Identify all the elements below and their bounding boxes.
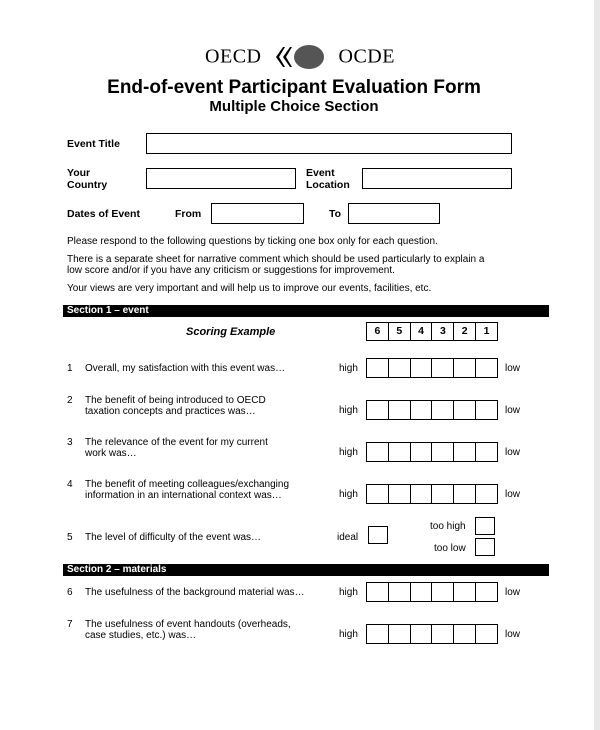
low-label: low [505, 629, 521, 640]
your-country-label-line2: Country [67, 179, 108, 191]
too-high-checkbox[interactable] [475, 517, 495, 535]
question-7-text [85, 619, 330, 641]
instruction-1: Please respond to the following questions by ticking one box only for each question. [67, 236, 438, 247]
rating-checkbox[interactable] [389, 582, 411, 602]
event-location-label-line1: Event [306, 167, 335, 179]
rating-checkbox[interactable] [411, 624, 433, 644]
country-input[interactable] [146, 168, 296, 189]
rating-checkbox[interactable] [432, 400, 454, 420]
question-text-line: The relevance of the event for my current [85, 437, 268, 448]
your-country-label [67, 167, 107, 191]
question-1-rating-boxes [366, 358, 498, 378]
to-date-input[interactable] [348, 203, 440, 224]
rating-checkbox[interactable] [366, 624, 389, 644]
question-number: 1 [67, 363, 73, 374]
rating-checkbox[interactable] [476, 582, 498, 602]
rating-checkbox[interactable] [411, 582, 433, 602]
rating-checkbox[interactable] [476, 400, 498, 420]
instruction-4: Your views are very important and will help us to improve our events, facilities, etc. [67, 283, 432, 294]
scoring-example-value: 3 [432, 322, 454, 341]
too-low-label: too low [434, 543, 466, 554]
question-text-line: Overall, my satisfaction with this event was… [85, 363, 286, 374]
question-number: 7 [67, 619, 73, 630]
logo-text-left: OECD [205, 45, 262, 68]
rating-checkbox[interactable] [454, 624, 476, 644]
oecd-logo-icon [273, 44, 327, 70]
event-title-label: Event Title [67, 138, 120, 150]
scoring-example-value: 5 [389, 322, 411, 341]
instruction-2: There is a separate sheet for narrative comment which should be used particularly to explain a [67, 254, 485, 265]
rating-checkbox[interactable] [432, 624, 454, 644]
event-location-label-line2: Location [306, 179, 350, 191]
instruction-3: low score and/or if you have any criticism or suggestions for improvement. [67, 265, 395, 276]
event-title-input[interactable] [146, 133, 512, 154]
too-high-label: too high [430, 521, 466, 532]
high-label: high [339, 489, 358, 500]
question-1-text [85, 363, 330, 374]
question-text-line: The benefit of being introduced to OECD [85, 395, 266, 406]
question-2-text [85, 395, 330, 417]
from-label: From [175, 208, 202, 220]
rating-checkbox[interactable] [389, 358, 411, 378]
high-label: high [339, 587, 358, 598]
rating-checkbox[interactable] [454, 442, 476, 462]
rating-checkbox[interactable] [454, 358, 476, 378]
scoring-example-scale [366, 322, 498, 341]
question-text-line: The usefulness of event handouts (overheads, [85, 619, 291, 630]
question-6-rating-boxes [366, 582, 498, 602]
question-2-rating-boxes [366, 400, 498, 420]
rating-checkbox[interactable] [432, 358, 454, 378]
rating-checkbox[interactable] [454, 400, 476, 420]
question-3-text [85, 437, 330, 459]
question-5-text [85, 532, 330, 543]
ideal-label: ideal [337, 532, 359, 543]
scoring-example-value: 1 [476, 322, 498, 341]
question-text-line: The usefulness of the background material was… [85, 587, 305, 598]
rating-checkbox[interactable] [411, 484, 433, 504]
page-edge-shadow [594, 0, 600, 730]
question-text-line: The level of difficulty of the event was… [85, 532, 262, 543]
rating-checkbox[interactable] [454, 582, 476, 602]
rating-checkbox[interactable] [366, 582, 389, 602]
event-location-label [306, 167, 350, 191]
high-label: high [339, 447, 358, 458]
rating-checkbox[interactable] [411, 442, 433, 462]
question-number: 4 [67, 479, 73, 490]
too-low-checkbox[interactable] [475, 538, 495, 556]
rating-checkbox[interactable] [366, 442, 389, 462]
location-input[interactable] [362, 168, 512, 189]
ideal-checkbox[interactable] [368, 526, 388, 544]
rating-checkbox[interactable] [476, 358, 498, 378]
rating-checkbox[interactable] [366, 358, 389, 378]
low-label: low [505, 447, 521, 458]
to-label: To [329, 208, 342, 220]
low-label: low [505, 363, 521, 374]
scoring-example-value: 4 [411, 322, 433, 341]
high-label: high [339, 405, 358, 416]
rating-checkbox[interactable] [366, 484, 389, 504]
question-6-text [85, 587, 330, 598]
low-label: low [505, 405, 521, 416]
rating-checkbox[interactable] [476, 442, 498, 462]
oecd-logo [0, 44, 600, 72]
question-text-line: information in an international context was… [85, 490, 282, 501]
question-3-rating-boxes [366, 442, 498, 462]
question-number: 5 [67, 532, 73, 543]
rating-checkbox[interactable] [389, 484, 411, 504]
scoring-example-value: 2 [454, 322, 476, 341]
section-1-header: Section 1 – event [63, 305, 549, 317]
from-date-input[interactable] [211, 203, 304, 224]
form-subtitle: Multiple Choice Section [209, 98, 379, 115]
dates-label: Dates of Event [67, 208, 140, 220]
question-text-line: The benefit of meeting colleagues/exchanging [85, 479, 290, 490]
low-label: low [505, 587, 521, 598]
rating-checkbox[interactable] [411, 400, 433, 420]
logo-text-right: OCDE [338, 45, 395, 68]
rating-checkbox[interactable] [432, 442, 454, 462]
scoring-example-label: Scoring Example [186, 326, 276, 338]
rating-checkbox[interactable] [476, 484, 498, 504]
question-4-text [85, 479, 330, 501]
rating-checkbox[interactable] [432, 484, 454, 504]
rating-checkbox[interactable] [389, 442, 411, 462]
high-label: high [339, 363, 358, 374]
question-number: 3 [67, 437, 73, 448]
question-number: 2 [67, 395, 73, 406]
question-text-line: work was… [85, 448, 137, 459]
your-country-label-line1: Your [67, 167, 91, 179]
low-label: low [505, 489, 521, 500]
rating-checkbox[interactable] [366, 400, 389, 420]
high-label: high [339, 629, 358, 640]
question-text-line: taxation concepts and practices was… [85, 406, 256, 417]
form-title: End-of-event Participant Evaluation Form [107, 77, 481, 98]
question-4-rating-boxes [366, 484, 498, 504]
section-2-header: Section 2 – materials [63, 564, 549, 576]
question-7-rating-boxes [366, 624, 498, 644]
rating-checkbox[interactable] [411, 358, 433, 378]
question-number: 6 [67, 587, 73, 598]
rating-checkbox[interactable] [454, 484, 476, 504]
rating-checkbox[interactable] [389, 624, 411, 644]
scoring-example-value: 6 [366, 322, 389, 341]
rating-checkbox[interactable] [432, 582, 454, 602]
rating-checkbox[interactable] [389, 400, 411, 420]
rating-checkbox[interactable] [476, 624, 498, 644]
question-text-line: case studies, etc.) was… [85, 630, 197, 641]
